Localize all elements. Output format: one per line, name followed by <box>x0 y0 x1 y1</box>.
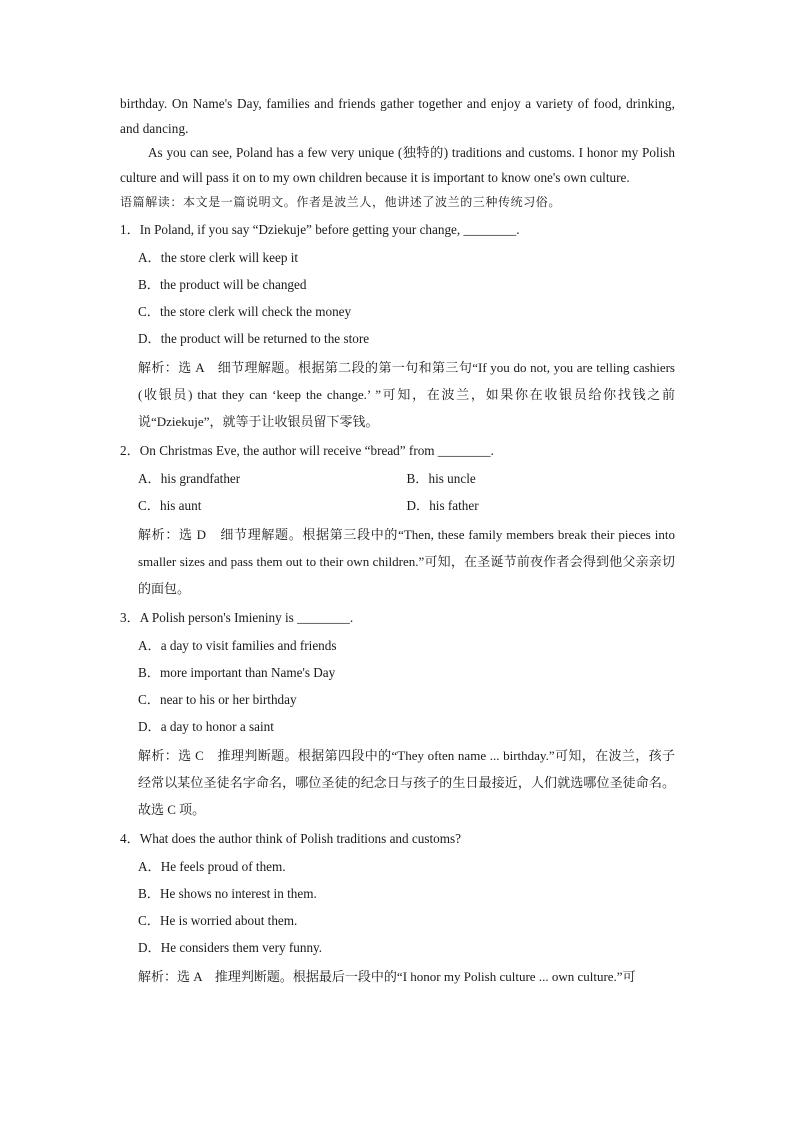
option: B．the product will be changed <box>138 277 307 293</box>
option: A．the store clerk will keep it <box>138 250 299 266</box>
explanation: 解析：选 C 推理判断题。根据第四段中的“They often name ... birthday.”可知，在波兰，孩子经常以某位圣徒名字命名，哪位圣徒的纪念日与孩子的生日最接近，人们就选哪位圣徒命名。故选 C 项。 <box>138 748 675 818</box>
question-stem: 3．A Polish person's Imieniny is ________. <box>120 610 354 626</box>
option: B．his uncle <box>406 471 476 487</box>
option: B．more important than Name's Day <box>138 665 336 681</box>
option: C．near to his or her birthday <box>138 692 297 708</box>
question-stem: 4．What does the author think of Polish traditions and customs? <box>120 831 461 847</box>
reading-note: 语篇解读：本文是一篇说明文。作者是波兰人，他讲述了波兰的三种传统习俗。 <box>120 195 562 210</box>
explanation: 解析：选 D 细节理解题。根据第三段中的“Then, these family members break their pieces into smaller sizes and pass them out to their own children.”可知，在圣诞节前夜作者会得到他父亲亲切的面包。 <box>138 527 675 597</box>
option: C．his aunt <box>138 498 202 514</box>
option: C．the store clerk will check the money <box>138 304 352 320</box>
option-row <box>138 492 675 519</box>
option: B．He shows no interest in them. <box>138 886 317 902</box>
option-list <box>138 244 675 352</box>
explanation: 解析：选 A 细节理解题。根据第二段的第一句和第三句“If you do not, you are telling cashiers (收银员) that they can ‘keep the change.’ ”可知，在波兰，如果你在收银员给你找钱之前说“Dziekuje”，就等于让收银员留下零钱。 <box>138 360 675 430</box>
passage-paragraph: As you can see, Poland has a few very unique (独特的) traditions and customs. I honor my Polish culture and will pass it on to my own children because it is important to know one's own culture. <box>120 145 675 185</box>
document-page <box>120 92 675 994</box>
option-list <box>138 853 675 961</box>
option: D．his father <box>406 498 479 514</box>
explanation: 解析：选 A 推理判断题。根据最后一段中的“I honor my Polish culture ... own culture.”可 <box>138 969 636 985</box>
option: C．He is worried about them. <box>138 913 298 929</box>
option-list <box>138 632 675 740</box>
option: D．He considers them very funny. <box>138 940 323 956</box>
option: A．his grandfather <box>138 471 241 487</box>
option: A．He feels proud of them. <box>138 859 286 875</box>
option: D．the product will be returned to the store <box>138 331 370 347</box>
question-stem: 2．On Christmas Eve, the author will receive “bread” from ________. <box>120 443 494 459</box>
passage-paragraph: birthday. On Name's Day, families and friends gather together and enjoy a variety of food, drinking, and dancing. <box>120 96 675 136</box>
option-list <box>138 465 675 519</box>
question-stem: 1．In Poland, if you say “Dziekuje” before getting your change, ________. <box>120 222 520 238</box>
option: A．a day to visit families and friends <box>138 638 337 654</box>
option-row <box>138 465 675 492</box>
option: D．a day to honor a saint <box>138 719 274 735</box>
